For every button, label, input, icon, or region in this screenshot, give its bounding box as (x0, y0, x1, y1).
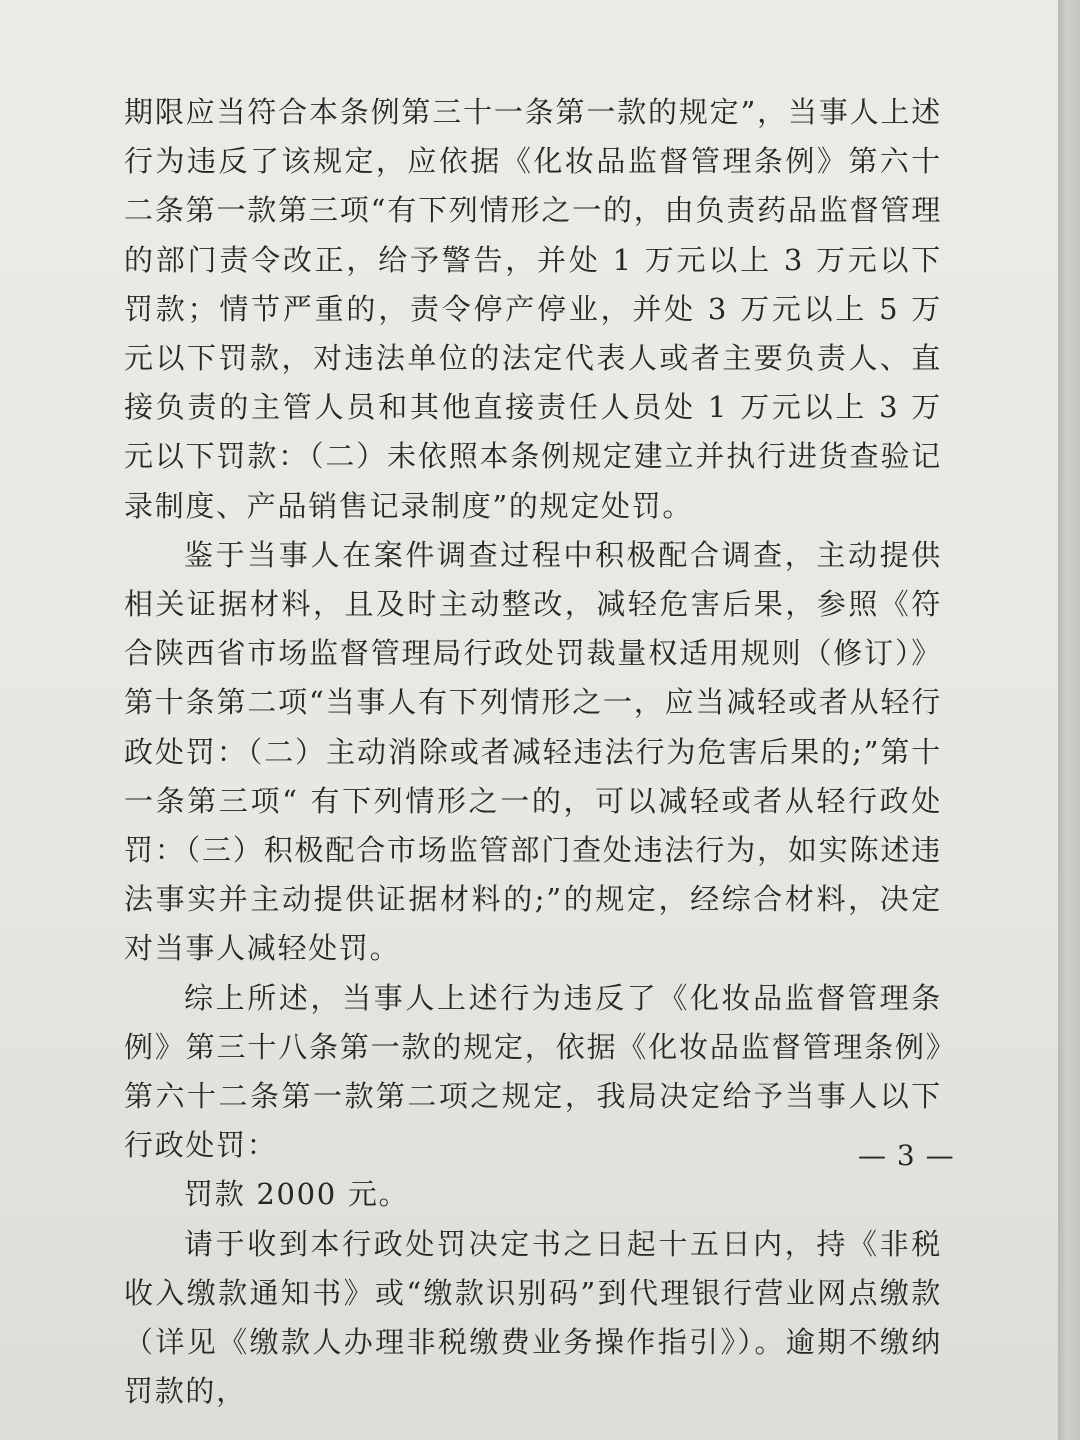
page-number: — 3 — (858, 1139, 955, 1172)
paper-stack-edge (1058, 0, 1080, 1440)
paragraph-payment-instructions: 请于收到本行政处罚决定书之日起十五日内，持《非税收入缴款通知书》或“缴款识别码”到代理银行营业网点缴款（详见《缴款人办理非税缴费业务操作指引》）。逾期不缴纳罚款的， (124, 1226, 942, 1409)
paragraph-conclusion: 综上所述，当事人上述行为违反了《化妆品监督管理条例》第三十八条第一款的规定，依据《化妆品监督管理条例》第六十二条第一款第二项之规定，我局决定给予当事人以下行政处罚： (124, 980, 942, 1163)
document-body (124, 88, 942, 1416)
paragraph-penalty-basis: 期限应当符合本条例第三十一条第一款的规定”，当事人上述行为违反了该规定，应依据《化妆品监督管理条例》第六十二条第一款第三项“有下列情形之一的，由负责药品监督管理的部门责令改正，给予警告，并处 1 万元以上 3 万元以下罚款；情节严重的，责令停产停业，并处 3 万元以上 5 万元以下罚款，对违法单位的法定代表人或者主要负责人、直接负责的主管人员和其他直接责任人员处 1 万元以上 3 万元以下罚款：（二）未依照本条例规定建立并执行进货查验记录制度、产品销售记录制度”的规定处罚。 (124, 95, 942, 523)
paragraph-fine-amount: 罚款 2000 元。 (184, 1177, 410, 1212)
paragraph-mitigation: 鉴于当事人在案件调查过程中积极配合调查，主动提供相关证据材料，且及时主动整改，减轻危害后果，参照《符合陕西省市场监督管理局行政处罚裁量权适用规则（修订）》第十条第二项“当事人有下列情形之一，应当减轻或者从轻行政处罚：（二）主动消除或者减轻违法行为危害后果的;”第十一条第三项“ 有下列情形之一的，可以减轻或者从轻行政处罚：（三）积极配合市场监管部门查处违法行为，如实陈述违法事实并主动提供证据材料的;”的规定，经综合材料，决定对当事人减轻处罚。 (124, 537, 942, 966)
